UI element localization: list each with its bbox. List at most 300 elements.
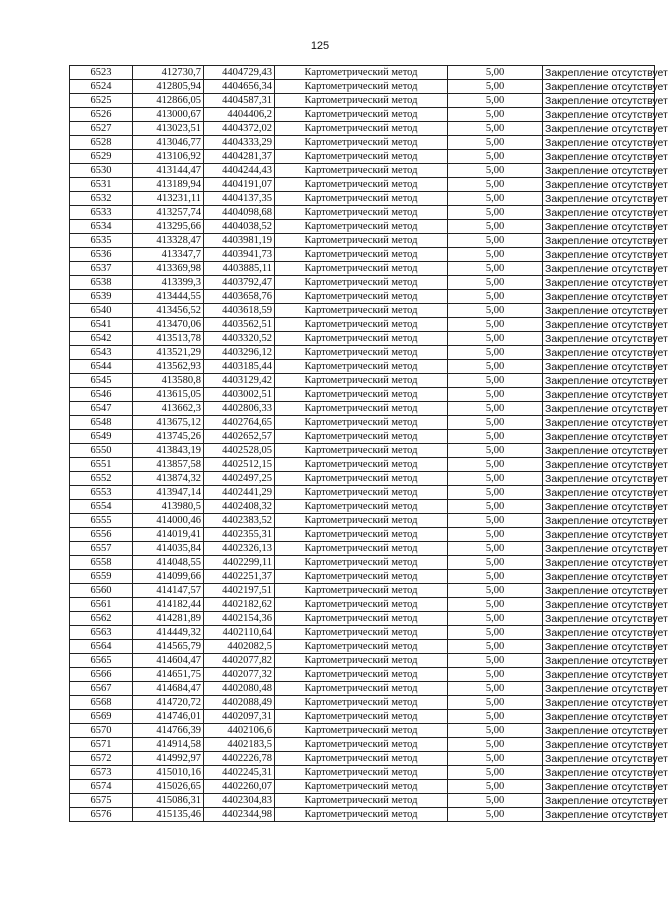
method-cell: Картометрический метод [275,416,448,430]
x-coordinate-cell: 413580,8 [133,374,204,388]
table-row [70,262,655,276]
table-row [70,458,655,472]
x-coordinate-cell: 414992,97 [133,752,204,766]
fixation-cell: Закрепление отсутствует [543,738,655,752]
table-row [70,332,655,346]
y-coordinate-cell: 4403129,42 [204,374,275,388]
x-coordinate-cell: 414035,84 [133,542,204,556]
table-row [70,304,655,318]
coordinates-table [69,65,668,822]
fixation-cell: Закрепление отсутствует [543,528,655,542]
x-coordinate-cell: 413328,47 [133,234,204,248]
point-number-cell: 6526 [70,108,133,122]
point-number-cell: 6553 [70,486,133,500]
x-coordinate-cell: 413675,12 [133,416,204,430]
accuracy-cell: 5,00 [448,220,543,234]
x-coordinate-cell: 414048,55 [133,556,204,570]
x-coordinate-cell: 414914,58 [133,738,204,752]
fixation-cell: Закрепление отсутствует [543,346,655,360]
y-coordinate-cell: 4402344,98 [204,808,275,822]
accuracy-cell: 5,00 [448,374,543,388]
table-row [70,668,655,682]
accuracy-cell: 5,00 [448,416,543,430]
x-coordinate-cell: 413857,58 [133,458,204,472]
y-coordinate-cell: 4404406,2 [204,108,275,122]
table-row [70,388,655,402]
fixation-cell: Закрепление отсутствует [543,108,655,122]
accuracy-cell: 5,00 [448,542,543,556]
method-cell: Картометрический метод [275,178,448,192]
table-row [70,346,655,360]
fixation-cell: Закрепление отсутствует [543,416,655,430]
y-coordinate-cell: 4402154,36 [204,612,275,626]
accuracy-cell: 5,00 [448,780,543,794]
point-number-cell: 6562 [70,612,133,626]
point-number-cell: 6547 [70,402,133,416]
accuracy-cell: 5,00 [448,276,543,290]
table-row [70,360,655,374]
point-number-cell: 6550 [70,444,133,458]
x-coordinate-cell: 414766,39 [133,724,204,738]
table-row [70,80,655,94]
accuracy-cell: 5,00 [448,640,543,654]
fixation-cell: Закрепление отсутствует [543,514,655,528]
point-number-cell: 6554 [70,500,133,514]
y-coordinate-cell: 4402182,62 [204,598,275,612]
x-coordinate-cell: 414565,79 [133,640,204,654]
y-coordinate-cell: 4403002,51 [204,388,275,402]
accuracy-cell: 5,00 [448,94,543,108]
fixation-cell: Закрепление отсутствует [543,752,655,766]
y-coordinate-cell: 4402245,31 [204,766,275,780]
accuracy-cell: 5,00 [448,444,543,458]
x-coordinate-cell: 414604,47 [133,654,204,668]
fixation-cell: Закрепление отсутствует [543,234,655,248]
x-coordinate-cell: 413521,29 [133,346,204,360]
point-number-cell: 6538 [70,276,133,290]
accuracy-cell: 5,00 [448,136,543,150]
table-row [70,584,655,598]
y-coordinate-cell: 4403885,11 [204,262,275,276]
fixation-cell: Закрепление отсутствует [543,94,655,108]
point-number-cell: 6559 [70,570,133,584]
y-coordinate-cell: 4402197,51 [204,584,275,598]
accuracy-cell: 5,00 [448,472,543,486]
x-coordinate-cell: 414449,32 [133,626,204,640]
point-number-cell: 6569 [70,710,133,724]
table-row [70,108,655,122]
table-row [70,290,655,304]
table-row [70,696,655,710]
x-coordinate-cell: 414147,57 [133,584,204,598]
point-number-cell: 6574 [70,780,133,794]
method-cell: Картометрический метод [275,612,448,626]
fixation-cell: Закрепление отсутствует [543,318,655,332]
point-number-cell: 6565 [70,654,133,668]
method-cell: Картометрический метод [275,654,448,668]
fixation-cell: Закрепление отсутствует [543,80,655,94]
fixation-cell: Закрепление отсутствует [543,388,655,402]
accuracy-cell: 5,00 [448,430,543,444]
point-number-cell: 6539 [70,290,133,304]
fixation-cell: Закрепление отсутствует [543,556,655,570]
method-cell: Картометрический метод [275,626,448,640]
x-coordinate-cell: 413295,66 [133,220,204,234]
method-cell: Картометрический метод [275,584,448,598]
method-cell: Картометрический метод [275,402,448,416]
table-row [70,710,655,724]
fixation-cell: Закрепление отсутствует [543,332,655,346]
y-coordinate-cell: 4402497,25 [204,472,275,486]
fixation-cell: Закрепление отсутствует [543,640,655,654]
x-coordinate-cell: 414019,41 [133,528,204,542]
accuracy-cell: 5,00 [448,752,543,766]
table-row [70,472,655,486]
method-cell: Картометрический метод [275,108,448,122]
table-row [70,766,655,780]
point-number-cell: 6563 [70,626,133,640]
table-row [70,66,655,80]
y-coordinate-cell: 4402080,48 [204,682,275,696]
accuracy-cell: 5,00 [448,206,543,220]
y-coordinate-cell: 4403792,47 [204,276,275,290]
y-coordinate-cell: 4403941,73 [204,248,275,262]
accuracy-cell: 5,00 [448,262,543,276]
accuracy-cell: 5,00 [448,654,543,668]
method-cell: Картометрический метод [275,696,448,710]
fixation-cell: Закрепление отсутствует [543,570,655,584]
point-number-cell: 6568 [70,696,133,710]
method-cell: Картометрический метод [275,318,448,332]
accuracy-cell: 5,00 [448,164,543,178]
table-row [70,682,655,696]
fixation-cell: Закрепление отсутствует [543,682,655,696]
x-coordinate-cell: 413444,55 [133,290,204,304]
y-coordinate-cell: 4402764,65 [204,416,275,430]
accuracy-cell: 5,00 [448,388,543,402]
y-coordinate-cell: 4402512,15 [204,458,275,472]
x-coordinate-cell: 414746,01 [133,710,204,724]
accuracy-cell: 5,00 [448,584,543,598]
accuracy-cell: 5,00 [448,402,543,416]
x-coordinate-cell: 413615,05 [133,388,204,402]
y-coordinate-cell: 4402082,5 [204,640,275,654]
method-cell: Картометрический метод [275,290,448,304]
accuracy-cell: 5,00 [448,556,543,570]
fixation-cell: Закрепление отсутствует [543,192,655,206]
y-coordinate-cell: 4404038,52 [204,220,275,234]
point-number-cell: 6529 [70,150,133,164]
point-number-cell: 6544 [70,360,133,374]
accuracy-cell: 5,00 [448,150,543,164]
method-cell: Картометрический метод [275,94,448,108]
y-coordinate-cell: 4403320,52 [204,332,275,346]
accuracy-cell: 5,00 [448,192,543,206]
method-cell: Картометрический метод [275,220,448,234]
y-coordinate-cell: 4402226,78 [204,752,275,766]
method-cell: Картометрический метод [275,248,448,262]
table-row [70,402,655,416]
method-cell: Картометрический метод [275,598,448,612]
table-row [70,150,655,164]
accuracy-cell: 5,00 [448,234,543,248]
point-number-cell: 6567 [70,682,133,696]
y-coordinate-cell: 4403296,12 [204,346,275,360]
accuracy-cell: 5,00 [448,710,543,724]
x-coordinate-cell: 415135,46 [133,808,204,822]
accuracy-cell: 5,00 [448,598,543,612]
method-cell: Картометрический метод [275,528,448,542]
method-cell: Картометрический метод [275,192,448,206]
point-number-cell: 6552 [70,472,133,486]
y-coordinate-cell: 4404244,43 [204,164,275,178]
x-coordinate-cell: 413347,7 [133,248,204,262]
fixation-cell: Закрепление отсутствует [543,472,655,486]
accuracy-cell: 5,00 [448,108,543,122]
point-number-cell: 6549 [70,430,133,444]
accuracy-cell: 5,00 [448,626,543,640]
accuracy-cell: 5,00 [448,528,543,542]
table-row [70,248,655,262]
fixation-cell: Закрепление отсутствует [543,766,655,780]
method-cell: Картометрический метод [275,514,448,528]
method-cell: Картометрический метод [275,444,448,458]
y-coordinate-cell: 4403658,76 [204,290,275,304]
accuracy-cell: 5,00 [448,682,543,696]
method-cell: Картометрический метод [275,724,448,738]
accuracy-cell: 5,00 [448,122,543,136]
table-row [70,122,655,136]
point-number-cell: 6527 [70,122,133,136]
method-cell: Картометрический метод [275,682,448,696]
method-cell: Картометрический метод [275,206,448,220]
y-coordinate-cell: 4402110,64 [204,626,275,640]
method-cell: Картометрический метод [275,234,448,248]
method-cell: Картометрический метод [275,458,448,472]
y-coordinate-cell: 4404656,34 [204,80,275,94]
point-number-cell: 6548 [70,416,133,430]
method-cell: Картометрический метод [275,332,448,346]
point-number-cell: 6557 [70,542,133,556]
accuracy-cell: 5,00 [448,612,543,626]
fixation-cell: Закрепление отсутствует [543,612,655,626]
x-coordinate-cell: 413843,19 [133,444,204,458]
x-coordinate-cell: 415026,65 [133,780,204,794]
x-coordinate-cell: 414651,75 [133,668,204,682]
fixation-cell: Закрепление отсутствует [543,304,655,318]
point-number-cell: 6546 [70,388,133,402]
accuracy-cell: 5,00 [448,738,543,752]
x-coordinate-cell: 414099,66 [133,570,204,584]
accuracy-cell: 5,00 [448,66,543,80]
point-number-cell: 6531 [70,178,133,192]
method-cell: Картометрический метод [275,304,448,318]
x-coordinate-cell: 413745,26 [133,430,204,444]
y-coordinate-cell: 4402299,11 [204,556,275,570]
fixation-cell: Закрепление отсутствует [543,444,655,458]
fixation-cell: Закрепление отсутствует [543,724,655,738]
y-coordinate-cell: 4402097,31 [204,710,275,724]
point-number-cell: 6528 [70,136,133,150]
accuracy-cell: 5,00 [448,346,543,360]
table-row [70,542,655,556]
table-row [70,318,655,332]
table-row [70,444,655,458]
y-coordinate-cell: 4403562,51 [204,318,275,332]
table-row [70,808,655,822]
accuracy-cell: 5,00 [448,766,543,780]
table-row [70,416,655,430]
table-row [70,206,655,220]
y-coordinate-cell: 4402077,32 [204,668,275,682]
point-number-cell: 6566 [70,668,133,682]
x-coordinate-cell: 414684,47 [133,682,204,696]
y-coordinate-cell: 4402528,05 [204,444,275,458]
y-coordinate-cell: 4404587,31 [204,94,275,108]
method-cell: Картометрический метод [275,346,448,360]
table-row [70,570,655,584]
fixation-cell: Закрепление отсутствует [543,500,655,514]
table-row [70,654,655,668]
y-coordinate-cell: 4402355,31 [204,528,275,542]
x-coordinate-cell: 413106,92 [133,150,204,164]
x-coordinate-cell: 413023,51 [133,122,204,136]
page-number: 125 [310,40,330,52]
y-coordinate-cell: 4404137,35 [204,192,275,206]
y-coordinate-cell: 4404098,68 [204,206,275,220]
y-coordinate-cell: 4402652,57 [204,430,275,444]
table-row [70,178,655,192]
point-number-cell: 6535 [70,234,133,248]
x-coordinate-cell: 413369,98 [133,262,204,276]
method-cell: Картометрический метод [275,374,448,388]
fixation-cell: Закрепление отсутствует [543,598,655,612]
fixation-cell: Закрепление отсутствует [543,136,655,150]
y-coordinate-cell: 4402183,5 [204,738,275,752]
accuracy-cell: 5,00 [448,514,543,528]
y-coordinate-cell: 4402326,13 [204,542,275,556]
method-cell: Картометрический метод [275,276,448,290]
x-coordinate-cell: 412805,94 [133,80,204,94]
point-number-cell: 6575 [70,794,133,808]
point-number-cell: 6558 [70,556,133,570]
point-number-cell: 6571 [70,738,133,752]
point-number-cell: 6561 [70,598,133,612]
fixation-cell: Закрепление отсутствует [543,262,655,276]
method-cell: Картометрический метод [275,640,448,654]
table-row [70,374,655,388]
point-number-cell: 6576 [70,808,133,822]
method-cell: Картометрический метод [275,262,448,276]
point-number-cell: 6542 [70,332,133,346]
x-coordinate-cell: 413980,5 [133,500,204,514]
table-row [70,738,655,752]
table-row [70,234,655,248]
y-coordinate-cell: 4403981,19 [204,234,275,248]
fixation-cell: Закрепление отсутствует [543,486,655,500]
x-coordinate-cell: 413257,74 [133,206,204,220]
y-coordinate-cell: 4402304,83 [204,794,275,808]
table-row [70,500,655,514]
fixation-cell: Закрепление отсутствует [543,122,655,136]
x-coordinate-cell: 413513,78 [133,332,204,346]
fixation-cell: Закрепление отсутствует [543,626,655,640]
fixation-cell: Закрепление отсутствует [543,164,655,178]
fixation-cell: Закрепление отсутствует [543,206,655,220]
table-row [70,528,655,542]
point-number-cell: 6556 [70,528,133,542]
fixation-cell: Закрепление отсутствует [543,584,655,598]
accuracy-cell: 5,00 [448,360,543,374]
method-cell: Картометрический метод [275,150,448,164]
fixation-cell: Закрепление отсутствует [543,290,655,304]
method-cell: Картометрический метод [275,430,448,444]
y-coordinate-cell: 4404729,43 [204,66,275,80]
fixation-cell: Закрепление отсутствует [543,668,655,682]
y-coordinate-cell: 4404372,02 [204,122,275,136]
fixation-cell: Закрепление отсутствует [543,808,655,822]
method-cell: Картометрический метод [275,472,448,486]
x-coordinate-cell: 413046,77 [133,136,204,150]
x-coordinate-cell: 413189,94 [133,178,204,192]
point-number-cell: 6573 [70,766,133,780]
x-coordinate-cell: 413947,14 [133,486,204,500]
fixation-cell: Закрепление отсутствует [543,178,655,192]
point-number-cell: 6537 [70,262,133,276]
point-number-cell: 6540 [70,304,133,318]
fixation-cell: Закрепление отсутствует [543,360,655,374]
point-number-cell: 6543 [70,346,133,360]
y-coordinate-cell: 4403618,59 [204,304,275,318]
accuracy-cell: 5,00 [448,304,543,318]
point-number-cell: 6570 [70,724,133,738]
fixation-cell: Закрепление отсутствует [543,710,655,724]
method-cell: Картометрический метод [275,752,448,766]
fixation-cell: Закрепление отсутствует [543,402,655,416]
x-coordinate-cell: 415010,16 [133,766,204,780]
method-cell: Картометрический метод [275,164,448,178]
table-row [70,612,655,626]
table-row [70,164,655,178]
fixation-cell: Закрепление отсутствует [543,794,655,808]
accuracy-cell: 5,00 [448,332,543,346]
method-cell: Картометрический метод [275,794,448,808]
method-cell: Картометрический метод [275,738,448,752]
method-cell: Картометрический метод [275,542,448,556]
table-row [70,780,655,794]
table-row [70,136,655,150]
y-coordinate-cell: 4404333,29 [204,136,275,150]
accuracy-cell: 5,00 [448,486,543,500]
accuracy-cell: 5,00 [448,794,543,808]
point-number-cell: 6525 [70,94,133,108]
y-coordinate-cell: 4402441,29 [204,486,275,500]
point-number-cell: 6530 [70,164,133,178]
fixation-cell: Закрепление отсутствует [543,276,655,290]
method-cell: Картометрический метод [275,66,448,80]
y-coordinate-cell: 4404281,37 [204,150,275,164]
method-cell: Картометрический метод [275,710,448,724]
accuracy-cell: 5,00 [448,248,543,262]
fixation-cell: Закрепление отсутствует [543,542,655,556]
method-cell: Картометрический метод [275,360,448,374]
table-row [70,724,655,738]
method-cell: Картометрический метод [275,388,448,402]
x-coordinate-cell: 414182,44 [133,598,204,612]
table-row [70,514,655,528]
table-row [70,556,655,570]
method-cell: Картометрический метод [275,556,448,570]
